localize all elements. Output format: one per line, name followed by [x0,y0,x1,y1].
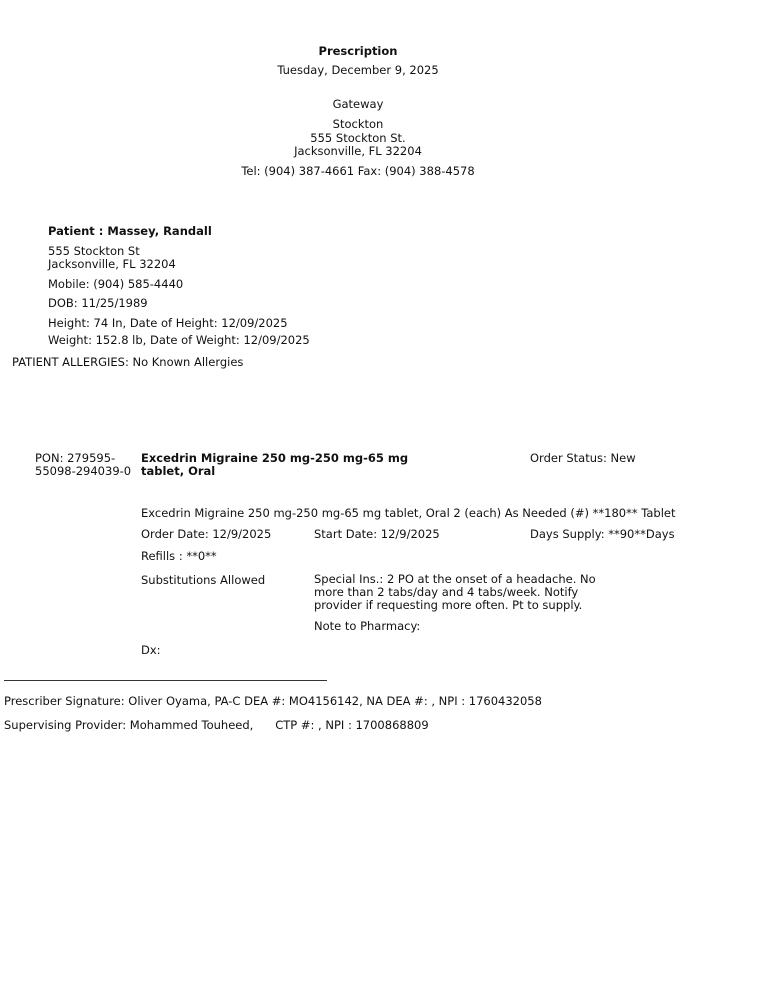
refills: Refills : **0** [141,549,217,563]
note-to-pharmacy: Note to Pharmacy: [314,619,421,633]
start-date: Start Date: 12/9/2025 [314,527,440,541]
org-name: Gateway [332,97,384,111]
pon-line1: PON: 279595- [35,451,116,465]
days-supply: Days Supply: **90**Days [530,527,675,541]
signature-line [4,680,327,681]
document-title: Prescription [318,44,398,58]
order-date: Order Date: 12/9/2025 [141,527,272,541]
patient-heading: Patient : Massey, Randall [48,224,212,238]
drug-name-line2: tablet, Oral [141,464,216,478]
prescriber-signature: Prescriber Signature: Oliver Oyama, PA-C DEA #: MO4156142, NA DEA #: , NPI : 1760432058 [4,694,542,708]
pon-line2: 55098-294039-0 [35,464,132,478]
patient-allergies: PATIENT ALLERGIES: No Known Allergies [12,355,244,369]
location-phone-fax: Tel: (904) 387-4661 Fax: (904) 388-4578 [241,164,475,178]
location-address-line2: Jacksonville, FL 32204 [294,144,422,158]
special-instructions: Special Ins.: 2 PO at the onset of a headache. No more than 2 tabs/day and 4 tabs/week. Notify provider if requesting more often. Pt to supply. [314,572,596,612]
diagnosis: Dx: [141,643,161,657]
patient-weight: Weight: 152.8 lb, Date of Weight: 12/09/2025 [48,333,310,347]
patient-address-line2: Jacksonville, FL 32204 [48,257,176,271]
supervising-provider: Supervising Provider: Mohammed Touheed, CTP #: , NPI : 1700868809 [4,718,429,732]
drug-name-line1: Excedrin Migraine 250 mg-250 mg-65 mg [141,451,409,465]
patient-height: Height: 74 In, Date of Height: 12/09/2025 [48,316,288,330]
order-status: Order Status: New [530,451,636,465]
location-name: Stockton [332,117,384,131]
location-address-line1: 555 Stockton St. [310,131,406,145]
document-date: Tuesday, December 9, 2025 [277,63,439,77]
patient-address-line1: 555 Stockton St [48,244,140,258]
order-sig: Excedrin Migraine 250 mg-250 mg-65 mg tablet, Oral 2 (each) As Needed (#) **180** Tablet [141,506,676,520]
patient-mobile: Mobile: (904) 585-4440 [48,277,184,291]
substitutions: Substitutions Allowed [141,573,266,587]
patient-dob: DOB: 11/25/1989 [48,296,148,310]
